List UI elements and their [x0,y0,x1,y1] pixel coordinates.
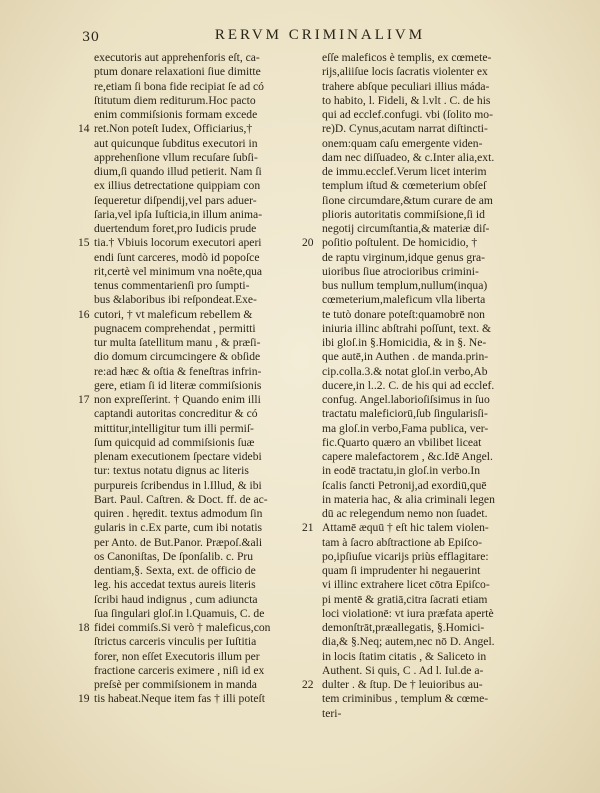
text-line [94,422,316,436]
text-line [322,450,554,464]
line-text: ducere,in l..2. C. de his qui ad ecclef. [322,378,495,392]
line-text: dentiam,§. Sexta, ext. de officio de [94,564,256,577]
text-line [322,122,554,136]
line-text: gularis in c.Ex parte, cum ibi notatis [94,521,263,535]
line-text: cutori, † vt maleficum rebellem & [94,307,253,321]
line-text: plioris autoritatis commiſsione,ſi id [322,207,485,221]
text-line [322,208,554,222]
text-line [322,692,554,706]
line-text: cip.colla.3.& notat gloſ.in verbo,Ab [322,364,488,378]
text-line [322,621,554,635]
marginal-number: 17 [78,394,90,406]
text-line [94,379,316,393]
line-text: ſtrictus carceris vinculis per Iuſtitia [94,635,257,649]
text-line [322,165,554,179]
text-line [322,507,554,521]
line-text: tis habeat.Neque item fas † illi poteſt [94,692,265,706]
line-text: que autē,in Authen . de manda.prin- [322,350,489,364]
line-text: executoris aut apprehenforis eſt, ca- [94,51,260,64]
text-line [78,236,316,250]
text-line [94,208,316,222]
text-line [94,194,316,208]
line-text: ex illius detrectatione quippiam con [94,179,261,193]
line-text: tractatu maleficiorū,ſub ſingularisſi- [322,407,488,421]
line-text: tur multa ſatellitum manu , & præſi- [94,336,261,349]
line-text: purpureis ſcribendus in l.Illud, & ibi [94,478,262,492]
text-line [94,664,316,678]
line-text: ſcalis ſancti Petronij,ad exordiū,quē [322,478,487,492]
line-text: ſaria,vel ipſa Iuſticia,in illum anima- [94,207,263,221]
line-text: po,ipſiuſue vicarijs priùs efflagitare: [322,549,489,563]
line-text: rit,certè vel minimum vna noête,qua [94,264,263,278]
line-text: ret.Non poteſt Iudex, Officiarius,† [94,122,253,136]
text-line [94,507,316,521]
text-line [322,564,554,578]
text-line [322,179,554,193]
text-line [94,151,316,165]
text-line [322,137,554,151]
text-line [94,222,316,236]
line-text: eſſe maleficos è templis, ex cœmete- [322,51,492,64]
line-text: ptum donare relaxationi ſiue dimitte [94,65,261,79]
line-text: dulter . & ſtup. De † leuioribus au- [322,678,483,691]
line-text: aut quicunque ſubditus executori in [94,136,258,150]
line-text: tenus commentarienſi pro ſumpti- [94,279,250,292]
line-text: pi mentē & gratiā,citra ſacrati etiam [322,592,488,606]
text-line [94,564,316,578]
line-text: re,etiam ſi bona fide recipiat ſe ad có [94,79,264,93]
text-line [302,236,554,250]
line-text: ſione circumdare,&tum curare de am [322,193,493,207]
text-line [78,122,316,136]
line-text: qui ad ecclef.confugi. vbi (ſolito mo- [322,108,493,121]
line-text: in locis ſtatim citatis , & Saliceto in [322,649,487,663]
text-line [322,336,554,350]
text-line [94,650,316,664]
text-line [94,165,316,179]
line-text: gere, etiam ſi id literæ commiſsionis [94,378,262,392]
line-text: tam à ſacro abſtractione ab Epiſco- [322,535,482,549]
text-line [322,251,554,265]
page-number: 30 [82,30,100,45]
line-text: poſitio poſtulent. De homicidio, † [322,236,478,250]
left-text-column [78,51,316,707]
line-text: quiren . hęredit. textus admodum ſin [94,507,263,520]
text-line [322,350,554,364]
text-line [322,80,554,94]
line-text: vi illinc extrahere licet cōtra Epiſco- [322,578,490,592]
text-line [302,678,554,692]
line-text: cœmeterium,maleficum vlla liberta [322,293,486,307]
line-text: enim commiſsionis formam excede [94,108,258,121]
line-text: trahere abſque peculiari illius máda- [322,79,490,93]
line-text: quam ſi imprudenter hi negauerint [322,564,481,577]
marginal-number: 18 [78,622,90,634]
line-text: leg. his accedat textus aureis literis [94,578,256,592]
line-text: iniuria illinc abſtrahi poſſunt, text. & [322,321,492,335]
line-text: bus &laboribus ibi reſpondeat.Exe- [94,293,257,307]
text-line [94,550,316,564]
marginal-number: 22 [302,679,314,691]
marginal-number: 21 [302,522,314,535]
line-text: per Anto. de But.Panor. Præpoſ.&ali [94,535,263,549]
text-line [322,194,554,208]
text-line [322,365,554,379]
text-line [322,322,554,336]
line-text: fic.Quarto quæro an vbilibet liceat [322,435,482,449]
line-text: ſcribi haud indignus , cum adiuncta [94,592,258,606]
text-line [94,65,316,79]
marginal-number: 14 [78,123,90,136]
line-text: tia.† Vbiuis locorum executori aperi [94,236,262,250]
text-line [322,635,554,649]
text-line [94,678,316,692]
text-line [322,51,554,65]
text-line [322,265,554,279]
text-line [94,350,316,364]
line-text: de raptu virginum,idque genus gra- [322,250,486,264]
text-line [322,151,554,165]
text-line [78,621,316,635]
line-text: teri- [322,706,342,720]
line-text: demonſtrāt,præallegatis, §.Homici- [322,621,485,634]
line-text: endi ſunt carceres, modò id popoſce [94,250,260,264]
line-text: loci violationē: vt iura præfata apertè [322,606,494,620]
text-line [94,322,316,336]
text-line [322,650,554,664]
text-line [94,80,316,94]
line-text: ma gloſ.in verbo,Fama publica, ver- [322,421,489,435]
line-text: duertendum foret,pro Iudicis prude [94,222,257,235]
text-line [322,308,554,322]
text-line [94,336,316,350]
line-text: Authent. Si quis, C . Ad l. Iul.de a- [322,663,484,677]
line-text: captandi autoritas concreditur & có [94,407,258,421]
line-text: de immu.ecclef.Verum licet interim [322,165,487,178]
line-text: uioribus ſiue atrocioribus crimini- [322,264,479,278]
text-line [94,635,316,649]
text-line [94,464,316,478]
text-line [322,550,554,564]
text-line [322,222,554,236]
text-line [94,94,316,108]
text-line [78,692,316,706]
line-text: mittitur,intelligitur tum illi permiſ- [94,421,254,435]
line-text: ſum quicquid ad commiſsionis ſuæ [94,435,255,449]
text-line [94,365,316,379]
line-text: rijs,aliiſue locis ſacratis violenter ex [322,65,488,79]
line-text: dio domum circumcingere & obſide [94,350,261,364]
text-line [94,251,316,265]
text-line [322,593,554,607]
text-line [94,593,316,607]
text-line [322,422,554,436]
text-line [94,493,316,507]
line-text: ibi gloſ.in §.Homicidia, & in §. Ne- [322,336,487,349]
text-line [322,94,554,108]
text-line [322,279,554,293]
right-text-column [302,51,554,721]
line-text: confug. Angel.laborioſiſsimus in ſuo [322,393,490,406]
line-text: te tutò donare poteſt:quamobrē non [322,307,485,321]
line-text: re)D. Cynus,acutam narrat diſtincti- [322,122,488,136]
running-head: RERVM CRIMINALIVM [214,27,426,43]
line-text: tur: textus notatu dignus ac literis [94,464,249,478]
line-text: capere malefactorem , &c.Idē Angel. [322,450,493,463]
line-text: Attamē æquū † eſt hic talem violen- [322,521,489,535]
text-line [94,521,316,535]
line-text: in materia hac, & alia criminali legen [322,492,495,506]
text-line [322,464,554,478]
line-text: ſua ſingulari gloſ.in l.Quamuis, C. de [94,606,265,620]
marginal-number: 19 [78,693,90,706]
line-text: tem criminibus , templum & cœme- [322,692,489,706]
text-line [322,379,554,393]
line-text: dium,ſi quando illud petierit. Nam ſi [94,165,262,178]
text-line [302,521,554,535]
line-text: dam nec diſſuadeo, & c.Inter alia,ext. [322,150,495,164]
text-line [322,436,554,450]
line-text: Bart. Paul. Caſtren. & Doct. ff. de ac- [94,492,268,506]
text-line [322,493,554,507]
text-line [78,307,316,322]
text-line [94,450,316,464]
text-line [322,393,554,407]
text-line [322,664,554,678]
line-text: dia,& §.Neq; autem,nec nō D. Angel. [322,635,495,649]
text-line [94,479,316,493]
line-text: to habito, l. Fideli, & l.vlt . C. de his [322,93,491,107]
line-text: non expreſſerint. † Quando enim illi [94,393,261,406]
line-text: pugnacem comprehendat , permitti [94,321,256,335]
line-text: ſtitutum diem rediturum.Hoc pacto [94,93,256,107]
line-text: fractione carceris eximere , niſi id ex [94,663,265,677]
text-line [94,279,316,293]
marginal-number: 15 [78,237,90,250]
line-text: os Canoniſtas, De ſponſalib. c. Pru [94,549,254,563]
line-text: re:ad hæc & oſtia & feneſtras infrin- [94,364,262,378]
line-text: bus nullum templum,nullum(inqua) [322,279,488,292]
text-line [94,436,316,450]
line-text: in eodē tractatu,in gloſ.in verbo.In [322,464,481,478]
text-line [322,578,554,592]
text-line [94,607,316,621]
line-text: fidei commiſs.Si verò † maleficus,con [94,621,271,634]
line-text: onem:quam caſu emergente viden- [322,136,483,150]
text-line [94,108,316,122]
line-text: apprehenſione vllum recuſare ſubſi- [94,150,258,164]
marginal-number: 20 [302,237,314,250]
text-line [94,578,316,592]
text-line [322,479,554,493]
line-text: ſequeretur diſpendij,vel pars aduer- [94,193,257,207]
text-line [94,293,316,307]
text-line [94,407,316,421]
text-line [94,179,316,193]
line-text: plenam executionem ſpectare videbi [94,450,262,463]
text-line [94,536,316,550]
text-line [94,265,316,279]
text-line [322,65,554,79]
text-line [322,707,554,721]
text-line [94,137,316,151]
text-line [322,607,554,621]
line-text: templum iſtud & cœmeterium obſeſ [322,179,487,193]
text-line [94,51,316,65]
text-line [78,393,316,407]
line-text: forer, non eſſet Executoris illum per [94,649,260,663]
marginal-number: 16 [78,308,90,321]
line-text: negotij circumſtantia,& materiæ diſ- [322,222,490,235]
text-line [322,293,554,307]
text-line [322,407,554,421]
text-line [322,108,554,122]
line-text: preſsè per commiſsionem in manda [94,678,257,691]
line-text: dū ac relegendum nemo non ſuadet. [322,507,488,520]
text-line [322,536,554,550]
